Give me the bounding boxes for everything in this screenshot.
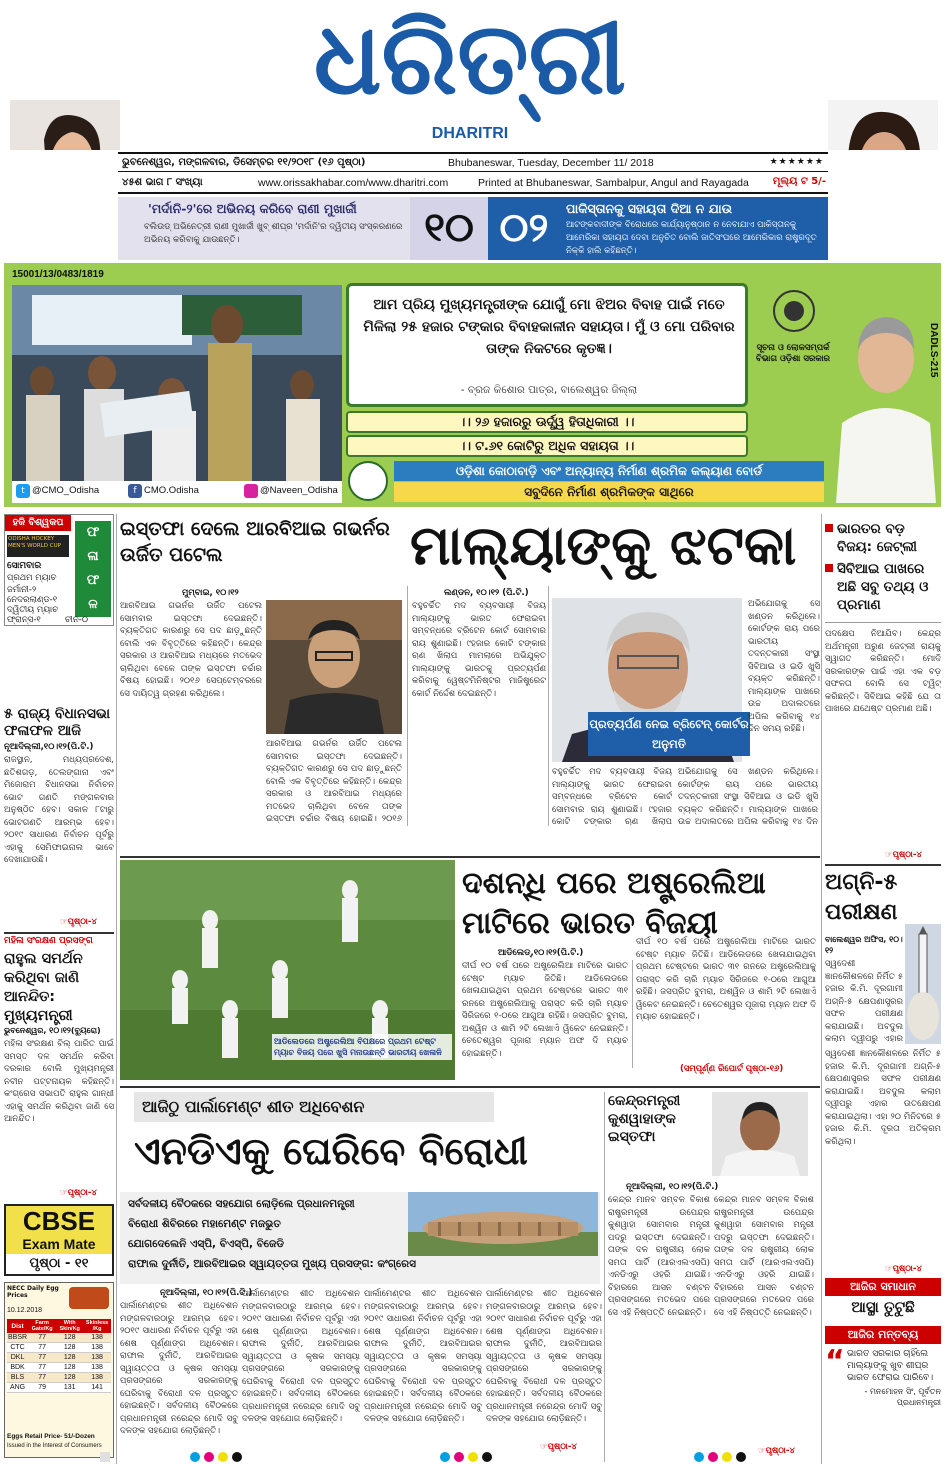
cricket-headline[interactable]: ଦଶନ୍ଧି ପରେ ଅଷ୍ଟ୍ରେଲିଆ ମାଟିରେ ଭାରତ ବିଜୟୀ <box>462 866 766 941</box>
edition-stars: ★★★★★★ <box>769 157 824 167</box>
govt-ad <box>4 263 941 507</box>
website-url[interactable]: www.orissakhabar.com/www.dharitri.com <box>258 177 449 189</box>
agni-missile-photo <box>905 924 941 1044</box>
date-odia: ଭୁବନେଶ୍ୱର, ମଙ୍ଗଳବାର, ଡିସେମ୍ବର ୧୧/୨୦୧୮ (୧୬ ପୃଷ୍ଠା) <box>122 157 366 168</box>
teaser-strip <box>118 197 828 260</box>
registration-mark-icon <box>204 1452 214 1462</box>
right-bullet-1-icon <box>825 524 833 532</box>
teaser-right-text: ଆଟଙ୍କବାଦୀଙ୍କ ବିରୋଧରେ କାର୍ଯ୍ୟାନୁଷ୍ଠାନ ନ ନେବାଯାଏ ପାକିସ୍ତାନକୁ ଆମେରିକା ସହାୟତା ଦେବା ଅନୁଚିତ ବୋଲି ଜାତିସଂଘରେ ଆମେରିକାର ରାଷ୍ଟ୍ରଦୂତ ନିକ୍କି ହାଲି କହିଛନ୍ତି। <box>566 220 817 256</box>
phala-4: ଳ <box>88 597 98 612</box>
twitter-icon: t <box>16 484 30 498</box>
teaser-left-title: 'ମର୍ଦାନି-୨'ରେ ଅଭିନୟ କରିବେ ରାଣୀ ମୁଖାର୍ଜୀ <box>148 201 357 216</box>
kushwaha-box <box>608 1092 820 1464</box>
phala-1: ଫ <box>86 525 100 540</box>
teaser-left[interactable] <box>118 197 410 260</box>
egg-price-cell: 138 <box>83 1373 111 1383</box>
ad-code: 15001/13/0483/1819 <box>12 269 104 280</box>
patel-photo <box>266 600 402 734</box>
registration-mark-icon <box>482 1452 492 1462</box>
right-bullet-2[interactable]: ସିବିଆଇ ପାଖରେ ଅଛି ସବୁ ତଥ୍ୟ ଓ ପ୍ରମାଣ <box>837 561 929 613</box>
egg-price-cell: 138 <box>83 1333 111 1343</box>
samadhan-box <box>825 1278 941 1322</box>
match-title: ପ୍ରଥମ ମ୍ୟାଚ <box>7 573 57 583</box>
registration-mark-icon <box>232 1452 242 1462</box>
elections-title[interactable]: ୫ ରାଜ୍ୟ ବିଧାନସଭା ଫଳାଫଳ ଆଜି <box>4 706 111 739</box>
registration-mark-icon <box>440 1452 450 1462</box>
egg-date: 10.12.2018 <box>7 1307 43 1314</box>
ad-tagline: ସବୁଦିନେ ନିର୍ମାଣ ଶ୍ରମିକଙ୍କ ସାଥିରେ <box>394 482 824 502</box>
egg-price-cell: 77 <box>28 1373 56 1383</box>
facebook-icon: f <box>128 484 142 498</box>
egg-price-cell: DKL <box>7 1353 28 1363</box>
cbse-title: CBSE <box>22 1206 96 1236</box>
right-body: ପଦକ୍ଷେପ ନିଆଯିବ। କେନ୍ଦ୍ର ଅର୍ଥମନ୍ତ୍ରୀ ଅରୁଣ ଜେଟ୍‌ଲୀ ରାୟକୁ ସ୍ୱାଗତ କରିଛନ୍ତି। ମୋଦି ସରକାରଙ୍କ ପାଇଁ ଏହା ଏକ ବଡ଼ ସଫଳତା ବୋଲି ସେ ଟ୍ୱିଟ୍ କରିଛନ୍ତି। ସିବିଆଇ କହିଛି ଯେ ତା ପାଖରେ ଯଥେଷ୍ଟ ପ୍ରମାଣ ଅଛି। <box>825 629 941 714</box>
elections-jump[interactable]: ☞ପୃଷ୍ଠା-୪ <box>60 917 97 927</box>
ad-emblem <box>759 287 829 337</box>
result-1: ଜର୍ମାନୀ-୨ <box>7 585 37 595</box>
agni-body-2: ସ୍ୱଦେଶୀ ଜ୍ଞାନକୌଶଳରେ ନିର୍ମିତ ୫ ହଜାର କି.ମି. ଦୂରଗାମୀ ଅଗ୍ନି-୫ କ୍ଷେପଣାସ୍ତ୍ରର ସଫଳ ପରୀକ୍ଷଣ କରାଯାଇଛି। ଅବଦୁଲ କଲାମ ଦ୍ୱୀପରୁ ଏହାର ଉତକ୍ଷେପଣ କରାଯାଇଥିଲା। ଏହା ୨୦ ମିନିଟରେ ୫ ହଜାର କି.ମି. ଦୂରତା ଅତିକ୍ରମ କରିଥିଲା। <box>825 1049 941 1147</box>
egg-price-cell: 77 <box>28 1363 56 1373</box>
egg-price-cell: 77 <box>28 1353 56 1363</box>
registration-mark-icon <box>736 1452 746 1462</box>
right-column <box>825 514 941 1464</box>
patel-body: ଆରବିଆଇ ଗଭର୍ନର ଉର୍ଜିତ ପଟେଲ ସୋମବାର ଇସ୍ତଫା ଦେଇଛନ୍ତି। ବ୍ୟକ୍ତିଗତ କାରଣରୁ ସେ ପଦ ଛାଡ଼ୁଛନ୍ତି ବୋଲି ଏକ ବିବୃତ୍ତିରେ କହିଛନ୍ତି। କେନ୍ଦ୍ର ସରକାର ଓ ଆରବିଆଇ ମଧ୍ୟରେ ମତଭେଦ ଚାଲିଥିବା ବେଳେ ତାଙ୍କ ଇସ୍ତଫା ଚର୍ଚ୍ଚାର ବିଷୟ ହୋଇଛି। ୨୦୧୬ ସେପ୍ଟେମ୍ବରରେ ସେ ଦାୟିତ୍ୱ ଗ୍ରହଣ କରିଥିଲେ। <box>120 601 262 699</box>
cbse-sub: Exam Mate <box>22 1236 96 1252</box>
egg-price-cell: 77 <box>28 1343 56 1353</box>
cbse-page: ପୃଷ୍ଠା - ୧୧ <box>6 1254 112 1274</box>
registration-mark-icon <box>694 1452 704 1462</box>
phala-3: ଫ <box>86 573 100 588</box>
teaser-left-text: ବଲିଉଡ୍ ଅଭିନେତ୍ରୀ ରାଣୀ ମୁଖାର୍ଜୀ ଖୁବ୍ ଶୀଘ୍ର 'ମର୍ଦାନି'ର ଦ୍ୱିତୀୟ ସଂସ୍କରଣରେ ଅଭିନୟ କରିବାକୁ ଯାଉଛନ୍ତି। <box>144 222 403 245</box>
egg-price-cell: BLS <box>7 1373 28 1383</box>
facebook-handle[interactable]: CMO.Odisha <box>144 485 199 496</box>
ad-dept: ସୂଚନା ଓ ଲୋକସମ୍ପର୍କ ବିଭାଗ ଓଡ଼ିଶା ସରକାର <box>756 343 830 364</box>
egg-price-row <box>7 1353 111 1363</box>
mallya-body-2: ଅଭିଯୋଗକୁ ସେ ଖଣ୍ଡନ କରିଥିଲେ। କୋର୍ଟଙ୍କ ରାୟ ପରେ ଭାରତୀୟ ତଦନ୍ତକାରୀ ସଂସ୍ଥା ସିବିଆଇ ଓ ଇଡି ଖୁସି ବ୍ୟକ୍ତ କରିଛନ୍ତି। ମାଲ୍ୟାଙ୍କ ପାଖରେ ଉଚ୍ଚ ଅଦାଲତରେ ଅପିଲ କରିବାକୁ ୧୪ ଦିନ <box>678 767 818 826</box>
teaser-left-page: ୧୦ <box>410 197 488 260</box>
date-bar <box>118 152 828 172</box>
kushwaha-title[interactable]: କେନ୍ଦ୍ରମନ୍ତ୍ରୀ କୁଶୱାହାଙ୍କ ଇସ୍ତଫା <box>608 1093 681 1145</box>
egg-price-row <box>7 1363 111 1373</box>
egg-price-cell: BDK <box>7 1363 28 1373</box>
egg-note: Issued in the Interest of Consumers <box>7 1443 102 1449</box>
hockey-logo: ODISHA HOCKEY MEN'S WORLD CUP <box>7 535 69 557</box>
right-jump[interactable]: ☞ପୃଷ୍ଠା-୪ <box>885 850 922 860</box>
agni-jump[interactable]: ☞ପୃଷ୍ଠା-୪ <box>885 1264 922 1274</box>
teaser-right-title: ପାକିସ୍ତାନକୁ ସହାୟତା ଦିଆ ନ ଯାଉ <box>566 201 732 216</box>
egg-price-cell: 131 <box>56 1383 83 1393</box>
mallya-body-3: ବହୁଚର୍ଚ୍ଚିତ ମଦ ବ୍ୟବସାୟୀ ବିଜୟ ମାଲ୍ୟାଙ୍କୁ ଭାରତ ଫେରାଇବା ସମ୍ବନ୍ଧରେ ବ୍ରିଟେନ କୋର୍ଟ ସୋମବାର ରାୟ ଶୁଣାଇଛି। ୯ହଜାର କୋଟି ଟଙ୍କାର ଋଣ ଖିଲାପ <box>552 767 672 826</box>
parliament-kicker[interactable]: ଆଜିଠୁ ପାର୍ଲାମେଣ୍ଟ ଶୀତ ଅଧିବେଶନ <box>134 1092 494 1122</box>
teaser-right-page: ୦୨ <box>488 197 560 260</box>
mallya-body: ବହୁଚର୍ଚ୍ଚିତ ମଦ ବ୍ୟବସାୟୀ ବିଜୟ ମାଲ୍ୟାଙ୍କୁ ଭାରତ ଫେରାଇବା ସମ୍ବନ୍ଧରେ ବ୍ରିଟେନ କୋର୍ଟ ସୋମବାର ରାୟ ଶୁଣାଇଛି। ୯ହଜାର କୋଟି ଟଙ୍କାର ଋଣ ଖିଲାପ ମାମଲାରେ ଅଭିଯୁକ୍ତ ମାଲ୍ୟାଙ୍କୁ ଭାରତକୁ ପ୍ରତ୍ୟର୍ପଣ କରିବାକୁ ୱେଷ୍ଟମିନିଷ୍ଟର ମାଜିଷ୍ଟ୍ରେଟ କୋର୍ଟ ନିର୍ଦ୍ଦେଶ ଦେଇଛନ୍ତି। <box>412 601 546 699</box>
hockey-label: ହକି ବିଶ୍ୱକପ <box>5 515 71 531</box>
registration-mark-icon <box>454 1452 464 1462</box>
egg-price-cell: 128 <box>56 1333 83 1343</box>
teaser-right[interactable] <box>560 197 828 260</box>
parliament-bullet: ବିରୋଧୀ ଶିବିରରେ ମହାମେଣ୍ଟ ମଜଭୁତ <box>128 1218 281 1230</box>
registration-mark-icon <box>190 1452 200 1462</box>
volume-number: ୪୫ଶ ଭାଗ ୮ ସଂଖ୍ୟା <box>122 177 203 188</box>
price: ମୂଲ୍ୟ ଟ 5/- <box>772 176 826 187</box>
lead-story <box>120 514 820 854</box>
mallya-dateline: ଲଣ୍ଡନ, ୧୦।୧୨ (ପି.ଟି.) <box>444 588 529 598</box>
kushwaha-body: କେନ୍ଦ୍ର ମାନବ ସମ୍ବଳ ବିକାଶ ରାଷ୍ଟ୍ରମନ୍ତ୍ରୀ ଉପେନ୍ଦ୍ର କୁଶୱାହା ସୋମବାର ମନ୍ତ୍ରୀ ପଦରୁ ଇସ୍ତଫା ଦେଇଛନ୍ତି। ତାଙ୍କ ଦଳ ରାଷ୍ଟ୍ରୀୟ ଲୋକ ସମତା ପାର୍ଟି (ଆରଏଲଏସପି) ଏନଡିଏରୁ ଓହରି ଯାଇଛି। ବିହାରରେ ଆସନ ବଣ୍ଟନ ପ୍ରସଙ୍ଗରେ ମତଭେଦ ପରେ ସେ ଏହି ନିଷ୍ପତ୍ତି ନେଇଛନ୍ତି। <box>608 1195 710 1318</box>
egg-retail: Eggs Retail Price- 51/-Dozen <box>7 1433 95 1440</box>
egg-price-cell: 138 <box>83 1363 111 1373</box>
cbse-box[interactable] <box>4 1204 114 1276</box>
parliament-bullet: ସର୍ବଦଳୀୟ ବୈଠକରେ ସହଯୋଗ ଲୋଡ଼ିଲେ ପ୍ରଧାନମନ୍ତ୍ରୀ <box>128 1198 355 1210</box>
footer-bar <box>0 1450 945 1468</box>
egg-header: Dist <box>11 1322 24 1330</box>
lead-headline[interactable]: ମାଲ୍ୟାଙ୍କୁ ଝଟକା <box>410 514 797 577</box>
parliament-body-2: ପାର୍ଲାମେଣ୍ଟର ଶୀତ ଅଧିବେଶନ ମଙ୍ଗଳବାରଠାରୁ ଆରମ୍ଭ ହେବ। ୨୦୧୯ ସାଧାରଣ ନିର୍ବାଚନ ପୂର୍ବରୁ ଏହା ଶେଷ ପୂର୍ଣ୍ଣାଙ୍ଗ ଅଧିବେଶନ। ରାଫାଲ ଦୁର୍ନୀତି, ଆରବିଆଇର ସ୍ୱାୟତ୍ତତା ଓ କୃଷକ ସମସ୍ୟା ପ୍ରସଙ୍ଗରେ ସରକାରଙ୍କୁ ଘେରିବାକୁ ବିରୋଧୀ ଦଳ ପ୍ରସ୍ତୁତ ହୋଇଛନ୍ତି। ସର୍ବଦଳୀୟ ବୈଠକରେ ପ୍ରଧାନମନ୍ତ୍ରୀ ନରେନ୍ଦ୍ର ମୋଦି ସବୁ ଦଳଙ୍କ ସହଯୋଗ ଲୋଡ଼ିଛନ୍ତି। <box>242 1289 360 1424</box>
ad-board: ଓଡ଼ିଶା କୋଠାବାଡ଼ି ଏବଂ ଅନ୍ୟାନ୍ୟ ନିର୍ମାଣ ଶ୍ରମିକ କଲ୍ୟାଣ ବୋର୍ଡ <box>394 461 824 481</box>
parliament-jump[interactable]: ☞ପୃଷ୍ଠା-୪ <box>540 1442 577 1452</box>
egg-price-cell: 141 <box>83 1383 111 1393</box>
cricket-dateline: ଆଡିଲେଡ୍,୧୦।୧୨(ପି.ଟି.) <box>498 948 584 958</box>
parliament-photo <box>408 1192 598 1256</box>
teaser-left-photo <box>10 100 120 150</box>
teaser-right-photo <box>828 100 938 150</box>
mahila-body: ମହିଳା ସଂରକ୍ଷଣ ବିଲ୍ ପାରିତ ପାଇଁ ସମସ୍ତ ଦଳ ସମର୍ଥନ କରିବା ଦରକାର ବୋଲି ମୁଖ୍ୟମନ୍ତ୍ରୀ ନବୀନ ପଟ୍ଟନାୟକ କହିଛନ୍ତି। କଂଗ୍ରେସ ସଭାପତି ରାହୁଲ ଗାନ୍ଧୀ ଏହାକୁ ସମର୍ଥନ କରିଥିବା ଜାଣି ସେ ଆନନ୍ଦିତ। <box>4 1039 114 1124</box>
result-2: ନେଦରଲାଣ୍ଡ-୧ <box>7 595 58 605</box>
samadhan-title: ଆଜିର ସମାଧାନ <box>825 1278 941 1296</box>
egg-price-row <box>7 1383 111 1393</box>
instagram-handle[interactable]: @Naveen_Odisha <box>260 485 338 496</box>
ad-stat2: ।। ଟ.୬୧ କୋଟିରୁ ଅଧିକ ସହାୟତା ।। <box>346 435 748 457</box>
printed-at: Printed at Bhubaneswar, Sambalpur, Angul and Rayagada <box>478 177 749 189</box>
kushwaha-jump[interactable]: ☞ପୃଷ୍ଠା-୪ <box>758 1446 795 1456</box>
egg-price-row <box>7 1373 111 1383</box>
parliament-headline[interactable]: ଏନଡିଏକୁ ଘେରିବେ ବିରୋଧୀ <box>134 1129 528 1173</box>
quote-attr: - ମନମୋହନ ସିଂ, ପୂର୍ବତନ ପ୍ରଧାନମନ୍ତ୍ରୀ <box>864 1387 941 1407</box>
samadhan-text[interactable]: ଆସ୍ଥା ତୁଟୁଛି <box>851 1298 915 1316</box>
egg-price-row <box>7 1333 111 1343</box>
masthead-logo: ଧରିତ୍ରୀ <box>313 0 627 117</box>
ad-side-code: DADLS-215 <box>928 323 939 378</box>
kushwaha-body-2: କେନ୍ଦ୍ର ମାନବ ସମ୍ବଳ ବିକାଶ ରାଷ୍ଟ୍ରମନ୍ତ୍ରୀ ଉପେନ୍ଦ୍ର କୁଶୱାହା ସୋମବାର ମନ୍ତ୍ରୀ ପଦରୁ ଇସ୍ତଫା ଦେଇଛନ୍ତି। ତାଙ୍କ ଦଳ ରାଷ୍ଟ୍ରୀୟ ଲୋକ ସମତା ପାର୍ଟି (ଆରଏଲଏସପି) ଏନଡିଏରୁ ଓହରି ଯାଇଛି। ବିହାରରେ ଆସନ ବଣ୍ଟନ ପ୍ରସଙ୍ଗରେ ମତଭେଦ ପରେ ସେ ଏହି ନିଷ୍ପତ୍ତି ନେଇଛନ୍ତି। <box>714 1195 814 1318</box>
ad-stat1: ।। ୨୬ ହଜାରରୁ ଊର୍ଦ୍ଧ୍ୱ ହିତାଧିକାରୀ ।। <box>346 411 748 433</box>
egg-price-box <box>4 1282 114 1458</box>
left-column <box>4 514 114 1464</box>
parliament-bullet: ରାଫାଲ ଦୁର୍ନୀତି, ଆରବିଆଇର ସ୍ୱାୟତ୍ତତା ମୁଖ୍ୟ ପ୍ରସଙ୍ଗ: କଂଗ୍ରେସ <box>128 1258 416 1270</box>
phala-2: ଳା <box>87 549 99 564</box>
egg-price-cell: CTC <box>7 1343 28 1353</box>
result-5: ଚୀନ-୦ <box>65 615 88 625</box>
ad-cm-photo <box>836 293 936 503</box>
mahila-dateline: ଭୁବନେଶ୍ୱର, ୧୦।୧୨(ବ୍ୟୁରୋ) <box>4 1026 101 1035</box>
ad-board-logo <box>348 461 388 501</box>
twitter-handle[interactable]: @CMO_Odisha <box>32 485 100 496</box>
egg-price-cell: 128 <box>56 1343 83 1353</box>
egg-header: Farm Gate/Kg <box>31 1320 53 1332</box>
registration-mark-icon <box>468 1452 478 1462</box>
ad-quote: ଆମ ପ୍ରିୟ ମୁଖ୍ୟମନ୍ତ୍ରୀଙ୍କ ଯୋଗୁଁ ମୋ ଝିଅର ବିବାହ ପାଇଁ ମତେ ମିଳିଲା ୨୫ ହଜାର ଟଙ୍କାର ବିବାହକାଳୀନ ସହାୟତା। ମୁଁ ଓ ମୋ ପରିବାର ତାଙ୍କ ନିକଟରେ କୃତଜ୍ଞ। <box>363 297 735 357</box>
elections-body: ରାଜସ୍ଥାନ, ମଧ୍ୟପ୍ରଦେଶ, ଛତିଶଗଡ଼, ତେଲଙ୍ଗାନା ଏବଂ ମିଜୋରାମ ବିଧାନସଭା ନିର୍ବାଚନ ଭୋଟ ଗଣତି ମଙ୍ଗଳବାର ଅନୁଷ୍ଠିତ ହେବ। ସକାଳ ୮ଟାରୁ ଭୋଟଗଣତି ଆରମ୍ଭ ହେବ। ୨୦୧୯ ସାଧାରଣ ନିର୍ବାଚନ ପୂର୍ବରୁ ଏହାକୁ ସେମିଫାଇନାଲ ଭାବେ ଦେଖାଯାଉଛି। <box>4 755 114 865</box>
cricket-body: ଦୀର୍ଘ ୧୦ ବର୍ଷ ପରେ ଅଷ୍ଟ୍ରେଲିଆ ମାଟିରେ ଭାରତ ଟେଷ୍ଟ ମ୍ୟାଚ ଜିତିଛି। ଆଡିଲେଡରେ ଖେଳାଯାଇଥିବା ପ୍ରଥମ ଟେଷ୍ଟରେ ଭାରତ ୩୧ ରନରେ ଅଷ୍ଟ୍ରେଲିଆକୁ ପରାସ୍ତ କରି ଚାରି ମ୍ୟାଚ ସିରିଜରେ ୧-୦ରେ ଆଗୁଆ ରହିଛି। ଜସପ୍ରିତ ବୁମରା, ଅଶ୍ୱିନ ଓ ଶାମି ୨ଟି ଲେଖାଏଁ ୱିକେଟ ନେଇଛନ୍ତି। ଚେତେଶ୍ୱର ପୂଜାରା ମ୍ୟାନ ଅଫ ଦି ମ୍ୟାଚ ହୋଇଛନ୍ତି। <box>462 961 628 1059</box>
parliament-story <box>120 1088 820 1464</box>
registration-mark-icon <box>100 1452 110 1462</box>
masthead-logo-en: DHARITRI <box>431 125 509 142</box>
quote-mark-icon: “ <box>825 1344 845 1379</box>
kushwaha-dateline: ନୂଆଦିଲ୍ଲୀ, ୧୦।୧୨(ପି.ଟି.) <box>626 1182 719 1192</box>
result-4: ଫ୍ରାନ୍ସ-୧ <box>7 615 41 625</box>
info-bar <box>118 174 828 194</box>
egg-price-cell: 138 <box>83 1343 111 1353</box>
mahila-tag: ମହିଳା ସଂରକ୍ଷଣ ପ୍ରସଙ୍ଗ <box>4 936 93 946</box>
parliament-body-3: ପାର୍ଲାମେଣ୍ଟର ଶୀତ ଅଧିବେଶନ ମଙ୍ଗଳବାରଠାରୁ ଆରମ୍ଭ ହେବ। ୨୦୧୯ ସାଧାରଣ ନିର୍ବାଚନ ପୂର୍ବରୁ ଏହା ଶେଷ ପୂର୍ଣ୍ଣାଙ୍ଗ ଅଧିବେଶନ। ରାଫାଲ ଦୁର୍ନୀତି, ଆରବିଆଇର ସ୍ୱାୟତ୍ତତା ଓ କୃଷକ ସମସ୍ୟା ପ୍ରସଙ୍ଗରେ ସରକାରଙ୍କୁ ଘେରିବାକୁ ବିରୋଧୀ ଦଳ ପ୍ରସ୍ତୁତ ହୋଇଛନ୍ତି। ସର୍ବଦଳୀୟ ବୈଠକରେ ପ୍ରଧାନମନ୍ତ୍ରୀ ନରେନ୍ଦ୍ର ମୋଦି ସବୁ ଦଳଙ୍କ ସହଯୋଗ ଲୋଡ଼ିଛନ୍ତି। <box>364 1289 482 1424</box>
right-bullet-2-icon <box>825 564 833 572</box>
cricket-caption: ଆଡିଲେଡରେ ଅଷ୍ଟ୍ରେଲିଆ ବିପକ୍ଷରେ ପ୍ରଥମ ଟେଷ୍ଟ ମ୍ୟାଚ ବିଜୟ ପରେ ଖୁସି ମନାଉଛନ୍ତି ଭାରତୀୟ ଖେଳାଳି <box>272 1034 452 1060</box>
match-day: ସୋମବାର <box>7 561 42 571</box>
parliament-body-4: ପାର୍ଲାମେଣ୍ଟର ଶୀତ ଅଧିବେଶନ ମଙ୍ଗଳବାରଠାରୁ ଆରମ୍ଭ ହେବ। ୨୦୧୯ ସାଧାରଣ ନିର୍ବାଚନ ପୂର୍ବରୁ ଏହା ଶେଷ ପୂର୍ଣ୍ଣାଙ୍ଗ ଅଧିବେଶନ। ରାଫାଲ ଦୁର୍ନୀତି, ଆରବିଆଇର ସ୍ୱାୟତ୍ତତା ଓ କୃଷକ ସମସ୍ୟା ପ୍ରସଙ୍ଗରେ ସରକାରଙ୍କୁ ଘେରିବାକୁ ବିରୋଧୀ ଦଳ ପ୍ରସ୍ତୁତ ହୋଇଛନ୍ତି। ସର୍ବଦଳୀୟ ବୈଠକରେ ପ୍ରଧାନମନ୍ତ୍ରୀ ନରେନ୍ଦ୍ର ମୋଦି ସବୁ ଦଳଙ୍କ ସହଯୋଗ ଲୋଡ଼ିଛନ୍ତି। <box>486 1289 602 1424</box>
quote-title: ଆଜିର ମନ୍ତବ୍ୟ <box>825 1326 941 1344</box>
egg-title: NECC Daily Egg Prices <box>7 1285 59 1299</box>
parliament-bullet: ଯୋଗଦେଲେନି ଏସ୍‌ପି, ବିଏସ୍‌ପି, ବିଜେଡି <box>128 1238 285 1250</box>
right-bullet-1[interactable]: ଭାରତର ବଡ଼ ବିଜୟ: ଜେଟ୍‌ଲୀ <box>837 521 917 555</box>
lead-kicker[interactable]: ଇସ୍ତଫା ଦେଲେ ଆରବିଆଇ ଗଭର୍ନର ଉର୍ଜିତ ପଟେଲ <box>120 518 390 566</box>
patel-dateline: ମୁମ୍ବାଇ, ୧୦।୧୨ <box>182 588 239 598</box>
egg-price-table <box>7 1319 111 1393</box>
date-english: Bhubaneswar, Tuesday, December 11/ 2018 <box>448 157 654 169</box>
elections-dateline: ନୂଆଦିଲ୍ଲୀ,୧୦।୧୨(ପି.ଟି.) <box>4 742 94 752</box>
egg-brand-icon <box>69 1287 109 1309</box>
mahila-jump[interactable]: ☞ପୃଷ୍ଠା-୪ <box>60 1188 97 1198</box>
egg-price-cell: ANG <box>7 1383 28 1393</box>
mallya-body-col: ଅଭିଯୋଗକୁ ସେ ଖଣ୍ଡନ କରିଥିଲେ। କୋର୍ଟଙ୍କ ରାୟ ପରେ ଭାରତୀୟ ତଦନ୍ତକାରୀ ସଂସ୍ଥା ସିବିଆଇ ଓ ଇଡି ଖୁସି ବ୍ୟକ୍ତ କରିଛନ୍ତି। ମାଲ୍ୟାଙ୍କ ପାଖରେ ଉଚ୍ଚ ଅଦାଲତରେ ଅପିଲ କରିବାକୁ ୧୪ ଦିନ ସମୟ ରହିଛି। <box>748 599 820 734</box>
egg-header: With Skin/Kg <box>59 1320 80 1332</box>
quote-text: ଭାରତ ସରକାର ଚାହିଁଲେ ମାଲ୍ୟାଙ୍କୁ ଖୁବ ଶୀଘ୍ର ଭାରତ ଫେରାଇ ପାରିବେ। <box>847 1349 934 1383</box>
egg-header: Skinless /Kg <box>85 1320 109 1332</box>
egg-price-row <box>7 1343 111 1353</box>
parliament-dateline: ନୂଆଦିଲ୍ଲୀ, ୧୦।୧୨(ପି.ଟି.) <box>160 1288 253 1298</box>
egg-price-cell: 79 <box>28 1383 56 1393</box>
ad-cheque-photo <box>12 285 342 481</box>
cricket-body-2: ଦୀର୍ଘ ୧୦ ବର୍ଷ ପରେ ଅଷ୍ଟ୍ରେଲିଆ ମାଟିରେ ଭାରତ ଟେଷ୍ଟ ମ୍ୟାଚ ଜିତିଛି। ଆଡିଲେଡରେ ଖେଳାଯାଇଥିବା ପ୍ରଥମ ଟେଷ୍ଟରେ ଭାରତ ୩୧ ରନରେ ଅଷ୍ଟ୍ରେଲିଆକୁ ପରାସ୍ତ କରି ଚାରି ମ୍ୟାଚ ସିରିଜରେ ୧-୦ରେ ଆଗୁଆ ରହିଛି। ଜସପ୍ରିତ ବୁମରା, ଅଶ୍ୱିନ ଓ ଶାମି ୨ଟି ଲେଖାଏଁ ୱିକେଟ ନେଇଛନ୍ତି। ଚେତେଶ୍ୱର ପୂଜାରା ମ୍ୟାନ ଅଫ ଦି ମ୍ୟାଚ ହୋଇଛନ୍ତି। <box>636 937 816 1022</box>
cricket-story <box>120 858 820 1084</box>
agni-dateline: ବାଲେଶ୍ୱର ଅଫିସ, ୧୦।୧୨ <box>825 935 903 955</box>
masthead <box>0 0 945 150</box>
registration-mark-icon <box>708 1452 718 1462</box>
ad-quote-box <box>346 283 748 407</box>
result-3: ଦ୍ୱିତୀୟ ମ୍ୟାଚ <box>7 605 59 615</box>
egg-price-cell: 77 <box>28 1333 56 1343</box>
ad-social-bar <box>12 481 342 503</box>
mallya-caption: ପ୍ରତ୍ୟର୍ପଣ ନେଇ ବ୍ରିଟେନ୍ କୋର୍ଟର ଅନୁମତି <box>588 712 750 756</box>
ad-attribution: - ବ୍ରଜ କିଶୋର ପାତ୍ର, ବାଲେଶ୍ୱର ଜିଲ୍ଲା <box>460 384 638 396</box>
kushwaha-photo <box>712 1092 808 1176</box>
instagram-icon <box>244 484 258 498</box>
egg-header-row <box>7 1319 111 1333</box>
agni-title[interactable]: ଅଗ୍ନି-୫ ପରୀକ୍ଷଣ <box>825 870 898 925</box>
hockey-box <box>4 514 114 626</box>
egg-price-cell: 138 <box>83 1353 111 1363</box>
phala-column <box>75 521 111 617</box>
egg-price-cell: 128 <box>56 1353 83 1363</box>
egg-price-cell: 128 <box>56 1373 83 1383</box>
agni-body: ସ୍ୱଦେଶୀ ଜ୍ଞାନକୌଶଳରେ ନିର୍ମିତ ୫ ହଜାର କି.ମି. ଦୂରଗାମୀ ଅଗ୍ନି-୫ କ୍ଷେପଣାସ୍ତ୍ରର ସଫଳ ପରୀକ୍ଷଣ କରାଯାଇଛି। ଅବଦୁଲ କଲାମ ଦ୍ୱୀପରୁ ଏହାର <box>825 959 903 1044</box>
patel-body-2: ଆରବିଆଇ ଗଭର୍ନର ଉର୍ଜିତ ପଟେଲ ସୋମବାର ଇସ୍ତଫା ଦେଇଛନ୍ତି। ବ୍ୟକ୍ତିଗତ କାରଣରୁ ସେ ପଦ ଛାଡ଼ୁଛନ୍ତି ବୋଲି ଏକ ବିବୃତ୍ତିରେ କହିଛନ୍ତି। କେନ୍ଦ୍ର ସରକାର ଓ ଆରବିଆଇ ମଧ୍ୟରେ ମତଭେଦ ଚାଲିଥିବା ବେଳେ ତାଙ୍କ ଇସ୍ତଫା ଚର୍ଚ୍ଚାର ବିଷୟ ହୋଇଛି। ୨୦୧୬ <box>266 739 402 824</box>
registration-mark-icon <box>722 1452 732 1462</box>
quote-box <box>825 1326 941 1464</box>
registration-mark-icon <box>218 1452 228 1462</box>
egg-price-cell: BBSR <box>8 1334 28 1341</box>
cricket-jump[interactable]: (ସମ୍ପୂର୍ଣ୍ଣ ରିପୋର୍ଟ ପୃଷ୍ଠା-୧୬) <box>680 1064 784 1074</box>
parliament-body: ପାର୍ଲାମେଣ୍ଟର ଶୀତ ଅଧିବେଶନ ମଙ୍ଗଳବାରଠାରୁ ଆରମ୍ଭ ହେବ। ୨୦୧୯ ସାଧାରଣ ନିର୍ବାଚନ ପୂର୍ବରୁ ଏହା ଶେଷ ପୂର୍ଣ୍ଣାଙ୍ଗ ଅଧିବେଶନ। ରାଫାଲ ଦୁର୍ନୀତି, ଆରବିଆଇର ସ୍ୱାୟତ୍ତତା ଓ କୃଷକ ସମସ୍ୟା ପ୍ରସଙ୍ଗରେ ସରକାରଙ୍କୁ ଘେରିବାକୁ ବିରୋଧୀ ଦଳ ପ୍ରସ୍ତୁତ ହୋଇଛନ୍ତି। ସର୍ବଦଳୀୟ ବୈଠକରେ ପ୍ରଧାନମନ୍ତ୍ରୀ ନରେନ୍ଦ୍ର ମୋଦି ସବୁ ଦଳଙ୍କ ସହଯୋଗ ଲୋଡ଼ିଛନ୍ତି। <box>120 1301 238 1436</box>
egg-price-cell: 128 <box>56 1363 83 1373</box>
mahila-title[interactable]: ରାହୁଲ ସମର୍ଥନ କରିଥିବା ଜାଣି ଆନନ୍ଦିତ: ମୁଖ୍ୟମନ୍ତ୍ରୀ <box>4 951 83 1024</box>
